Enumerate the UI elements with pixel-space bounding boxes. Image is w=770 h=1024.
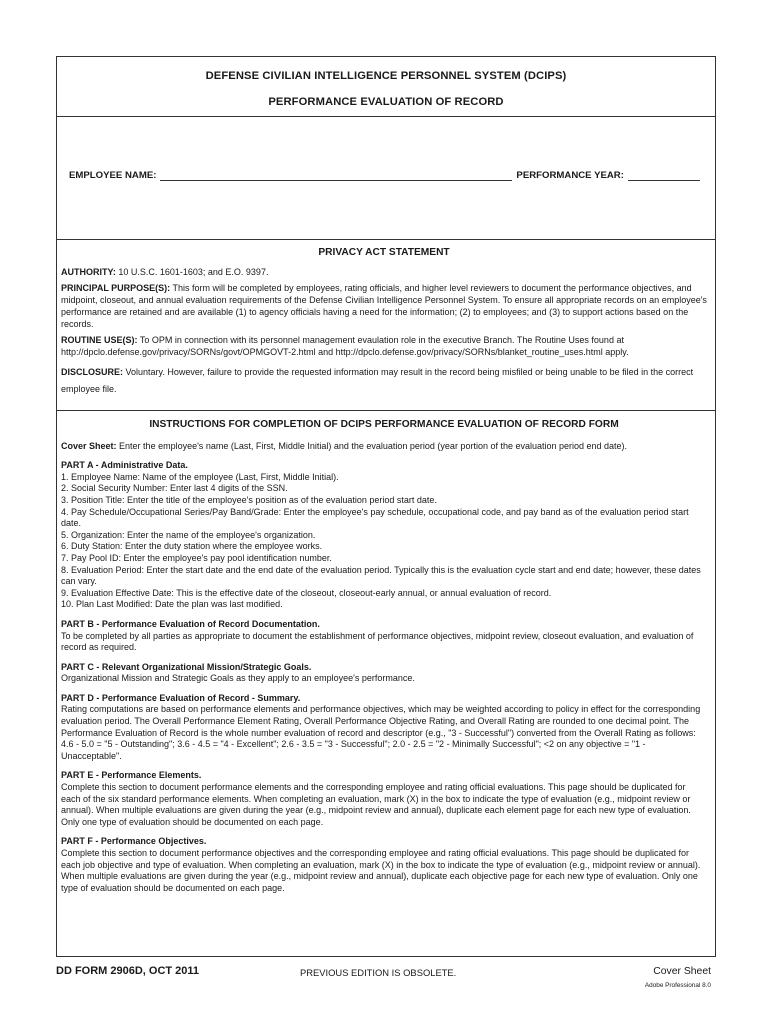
privacy-act-title: PRIVACY ACT STATEMENT xyxy=(318,247,450,258)
part-a-title: PART A - Administrative Data. xyxy=(61,460,188,471)
part-c-text: Organizational Mission and Strategic Goals as they apply to an employee's performance. xyxy=(61,673,415,684)
part-a-item: 9. Evaluation Effective Date: This is the effective date of the closeout, closeout-early annual, or annual evaluation of record. xyxy=(61,587,552,598)
part-a-item: 6. Duty Station: Enter the duty station where the employee works. xyxy=(61,541,323,552)
performance-year-label: PERFORMANCE YEAR: xyxy=(516,170,624,181)
part-a-block xyxy=(61,460,707,611)
purpose-text: This form will be completed by employees, rating officials, and higher level reviewers to document the performance objectives, and midpoint, closeout, and annual evaluation requirements of the Defense Civilian Intelligence Personnel System. To ensure all appropriate records on an employee's performance are retained and are available (1) to agency officials having a need for the information; (2) to employees; and (3) to support actions based on the records. xyxy=(61,283,707,329)
privacy-act-section xyxy=(57,240,715,411)
part-e-text: Complete this section to document performance elements and the corresponding employee and rating official evaluations. This page should be duplicated for each of the six standard performance elements. When completing an evaluation, mark (X) in the box to indicate the type of evaluation (e.g., midpoint review or annual). When multiple evaluations are given during the year (e.g., midpoint review and annual), duplicate each element page for each new type of evaluation. Only one type of evaluation should be documented on each page. xyxy=(61,782,691,827)
part-d-title: PART D - Performance Evaluation of Record - Summary. xyxy=(61,692,301,703)
authority-label: AUTHORITY: xyxy=(61,266,116,277)
routine-use-label: ROUTINE USE(S): xyxy=(61,335,138,346)
authority-paragraph xyxy=(61,267,707,279)
page-label: Cover Sheet xyxy=(653,966,711,977)
routine-use-paragraph xyxy=(61,335,707,358)
part-f-block xyxy=(61,836,707,894)
employee-name-field[interactable] xyxy=(160,170,512,181)
employee-line xyxy=(69,170,707,181)
part-a-item: 4. Pay Schedule/Occupational Series/Pay Band/Grade: Enter the employee's pay schedule, occupational code, and pay band as of the evaluation period start date. xyxy=(61,506,689,529)
disclosure-paragraph xyxy=(61,364,707,398)
form-footer xyxy=(56,963,716,993)
instructions-section xyxy=(57,411,715,894)
part-a-item: 2. Social Security Number: Enter last 4 digits of the SSN. xyxy=(61,483,288,494)
part-e-block xyxy=(61,770,707,828)
part-a-item: 8. Evaluation Period: Enter the start date and the end date of the evaluation period. Typically this is the evaluation cycle start and end date; however, these dates can vary. xyxy=(61,564,701,587)
part-f-title: PART F - Performance Objectives. xyxy=(61,836,207,847)
routine-use-text: To OPM in connection with its personnel management evaulation role in the executive Branch. The Routine Uses found at http://dpclo.defense.gov/privacy/SORNs/govt/OPMGOVT-2.html and http://dpclo.defense.gov/privacy/SORNs/blanket_routine_uses.html apply. xyxy=(61,335,629,357)
employee-section xyxy=(57,117,715,240)
form-page xyxy=(56,56,716,957)
part-a-item: 10. Plan Last Modified: Date the plan was last modified. xyxy=(61,599,283,610)
form-subtitle: PERFORMANCE EVALUATION OF RECORD xyxy=(268,96,504,108)
purpose-paragraph xyxy=(61,283,707,330)
software-version: Adobe Professional 8.0 xyxy=(644,982,711,989)
cover-sheet-label: Cover Sheet: xyxy=(61,440,117,451)
form-number: DD FORM 2906D, OCT 2011 xyxy=(56,965,200,977)
cover-sheet-text: Enter the employee's name (Last, First, Middle Initial) and the evaluation period (year portion of the evaluation period end date). xyxy=(119,440,628,451)
part-b-text: To be completed by all parties as appropriate to document the establishment of performance objectives, midpoint review, closeout evaluation, and evaluation of record as required. xyxy=(61,630,694,653)
authority-text: 10 U.S.C. 1601-1603; and E.O. 9397. xyxy=(118,266,269,277)
disclosure-text: Voluntary. However, failure to provide the requested information may result in the record being misfiled or being unable to be filed in the correct employee file. xyxy=(61,366,694,394)
part-a-item: 7. Pay Pool ID: Enter the employee's pay pool identification number. xyxy=(61,552,332,563)
part-a-item: 5. Organization: Enter the name of the employee's organization. xyxy=(61,529,316,540)
performance-year-field[interactable] xyxy=(628,170,700,181)
part-b-title: PART B - Performance Evaluation of Record Documentation. xyxy=(61,618,320,629)
part-c-block xyxy=(61,662,707,685)
part-b-block xyxy=(61,619,707,654)
part-a-item: 1. Employee Name: Name of the employee (Last, First, Middle Initial). xyxy=(61,471,339,482)
part-e-title: PART E - Performance Elements. xyxy=(61,770,202,781)
part-a-item: 3. Position Title: Enter the title of the employee's position as of the evaluation period start date. xyxy=(61,494,437,505)
purpose-label: PRINCIPAL PURPOSE(S): xyxy=(61,283,171,294)
form-title: DEFENSE CIVILIAN INTELLIGENCE PERSONNEL SYSTEM (DCIPS) xyxy=(205,70,567,82)
part-f-text: Complete this section to document performance objectives and the corresponding employee and rating official evaluations. This page should be duplicated for each job objective and type of evaluation. When completing an evaluation, mark (X) in the box to indicate the type of evaluation (e.g., midpoint review or annual). When multiple evaluations are given during the year (e.g., midpoint review and annual), duplicate each objective page for each new type of evaluation. Only one type of evaluation should be documented on each page. xyxy=(61,848,701,893)
employee-name-label: EMPLOYEE NAME: xyxy=(69,170,157,181)
part-c-title: PART C - Relevant Organizational Mission/Strategic Goals. xyxy=(61,661,312,672)
cover-sheet-instruction xyxy=(61,441,707,453)
disclosure-label: DISCLOSURE: xyxy=(61,366,124,377)
form-header xyxy=(57,57,715,117)
instructions-title: INSTRUCTIONS FOR COMPLETION OF DCIPS PERFORMANCE EVALUATION OF RECORD FORM xyxy=(149,419,619,430)
part-d-text: Rating computations are based on performance elements and performance objectives, which may be weighted according to policy in effect for the corresponding evaluation period. The Overall Performance Element Rating, Overall Performance Objective Rating, and Overall Rating are rounded to one decimal point. The Performance Evaluation of Record is the whole number evaluation of record and descriptor (e.g., "3 - Successful") converted from the Overall Rating as follows: 4.6 - 5.0 = "5 - Outstanding"; 3.6 - 4.5 = "4 - Excellent"; 2.6 - 3.5 = "3 - Successful"; 2.0 - 2.5 = "2 - Minimally Successful"; <2 on any objective = "1 - Unacceptable". xyxy=(61,704,701,761)
part-d-block xyxy=(61,693,707,763)
previous-edition-note: PREVIOUS EDITION IS OBSOLETE. xyxy=(300,967,457,978)
